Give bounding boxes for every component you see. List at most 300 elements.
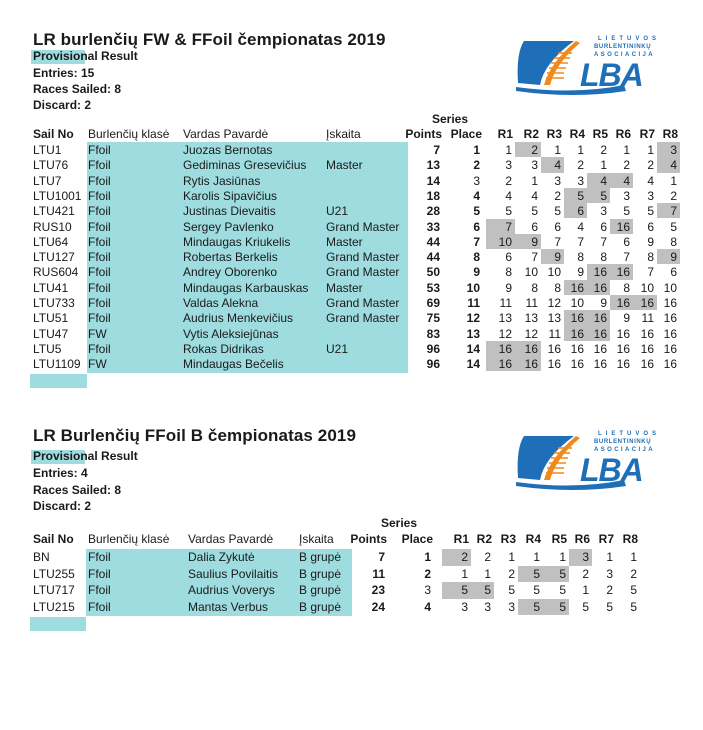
race-result: 5 [533, 566, 540, 581]
header-r5: R5 [551, 532, 567, 546]
race-result: 2 [582, 566, 589, 581]
race-result: 8 [647, 250, 654, 265]
sail-number: LTU215 [33, 599, 75, 614]
total-points: 13 [426, 158, 440, 173]
category: U21 [326, 204, 349, 219]
header-points: Points [350, 532, 387, 546]
header-r7: R7 [598, 532, 614, 546]
competitor-name: Gediminas Gresevičius [183, 158, 307, 173]
category: B grupė [299, 583, 342, 597]
race-result: 5 [630, 599, 637, 614]
empty-cell-highlight [30, 374, 87, 388]
race-result: 8 [505, 265, 512, 280]
race-result: 7 [600, 234, 607, 249]
race-result: 5 [559, 599, 566, 614]
race-result: 5 [508, 583, 515, 597]
sail-number: LTU733 [33, 296, 75, 310]
category: B grupė [299, 599, 342, 614]
sail-number: LTU51 [33, 311, 69, 326]
race-result: 16 [616, 341, 630, 356]
race-result: 3 [647, 188, 654, 203]
race-result: 1 [533, 550, 540, 564]
logo-wordmark: LBA [580, 57, 643, 93]
total-points: 96 [426, 341, 440, 356]
race-result: 2 [554, 188, 561, 203]
header-place: Place [401, 532, 433, 546]
competitor-name: Mindaugas Bečelis [183, 357, 284, 372]
race-result: 16 [547, 357, 561, 372]
race-result: 3 [461, 599, 468, 614]
race-result: 9 [577, 265, 584, 280]
race-result: 4 [531, 188, 538, 203]
race-result: 1 [484, 566, 491, 581]
race-result: 1 [531, 173, 538, 188]
logo-line-1: LIETUVOS [598, 431, 661, 437]
race-result: 16 [640, 326, 654, 341]
competitor-name: Mindaugas Karbauskas [183, 280, 309, 295]
race-result: 6 [647, 219, 654, 234]
race-result: 16 [640, 341, 654, 356]
final-place: 5 [473, 204, 480, 219]
race-result: 2 [670, 188, 677, 203]
race-result: 5 [647, 204, 654, 219]
race-result: 16 [663, 296, 677, 310]
race-result: 1 [554, 143, 561, 157]
race-result: 1 [577, 143, 584, 157]
race-result: 7 [531, 250, 538, 265]
race-result: 2 [461, 550, 468, 564]
race-result: 6 [670, 265, 677, 280]
competitor-name: Saulius Povilaitis [188, 566, 279, 581]
race-result: 4 [670, 158, 677, 173]
board-class: Ffoil [88, 188, 111, 203]
race-result: 1 [505, 143, 512, 157]
final-place: 3 [424, 583, 431, 597]
race-result: 16 [663, 357, 677, 372]
header-r4: R4 [569, 127, 585, 141]
race-result: 13 [547, 311, 561, 326]
board-class: Ffoil [88, 280, 111, 295]
board-class: Ffoil [88, 341, 111, 356]
header-r3: R3 [500, 532, 516, 546]
board-class: Ffoil [88, 234, 111, 249]
sail-number: BN [33, 550, 50, 564]
race-result: 11 [525, 296, 538, 310]
final-place: 9 [473, 265, 480, 280]
race-result: 5 [577, 188, 584, 203]
race-result: 2 [647, 158, 654, 173]
sail-number: LTU421 [33, 204, 75, 219]
race-result: 8 [577, 250, 584, 265]
race-result: 1 [670, 173, 677, 188]
header-series: Series [432, 112, 469, 126]
discard-count: Discard: 2 [33, 499, 92, 513]
race-result: 7 [670, 204, 677, 219]
header-class: Burlenčių klasė [88, 127, 170, 141]
final-place: 14 [466, 357, 480, 372]
race-result: 5 [630, 583, 637, 597]
race-result: 10 [547, 265, 561, 280]
race-result: 8 [531, 280, 538, 295]
total-points: 11 [372, 566, 385, 581]
race-result: 16 [570, 357, 584, 372]
final-place: 13 [466, 326, 480, 341]
race-result: 2 [508, 566, 515, 581]
race-result: 5 [559, 583, 566, 597]
race-result: 3 [577, 173, 584, 188]
race-result: 16 [593, 357, 607, 372]
race-result: 16 [570, 311, 584, 326]
race-result: 12 [547, 296, 561, 310]
race-result: 5 [533, 599, 540, 614]
race-result: 3 [554, 173, 561, 188]
total-points: 44 [426, 250, 440, 265]
race-result: 3 [484, 599, 491, 614]
total-points: 44 [426, 234, 440, 249]
sail-number: LTU5 [33, 341, 62, 356]
races-sailed: Races Sailed: 8 [33, 82, 122, 96]
race-result: 9 [623, 311, 630, 326]
final-place: 4 [424, 599, 431, 614]
race-result: 6 [554, 219, 561, 234]
board-class: Ffoil [88, 566, 111, 581]
board-class: Ffoil [88, 550, 111, 564]
race-result: 5 [461, 583, 468, 597]
total-points: 83 [426, 326, 440, 341]
board-class: FW [88, 326, 107, 341]
total-points: 33 [426, 219, 440, 234]
race-result: 16 [570, 280, 584, 295]
sail-number: LTU127 [33, 250, 75, 265]
race-result: 3 [623, 188, 630, 203]
header-class: Burlenčių klasė [88, 532, 170, 546]
page-title: LR Burlenčių FFoil B čempionatas 2019 [33, 426, 356, 445]
header-iskaita: Įskaita [299, 532, 334, 546]
race-result: 3 [600, 204, 607, 219]
header-place: Place [450, 127, 482, 141]
category: B grupė [299, 566, 342, 581]
board-class: Ffoil [88, 265, 111, 280]
board-class: Ffoil [88, 173, 111, 188]
category: U21 [326, 341, 349, 356]
competitor-name: Justinas Dievaitis [183, 204, 276, 219]
final-place: 1 [424, 550, 431, 564]
race-result: 16 [570, 326, 584, 341]
header-r2: R2 [476, 532, 492, 546]
header-r2: R2 [523, 127, 539, 141]
race-result: 1 [582, 583, 589, 597]
final-place: 7 [473, 234, 480, 249]
races-sailed: Races Sailed: 8 [33, 483, 122, 497]
race-result: 11 [641, 311, 654, 326]
final-place: 4 [473, 188, 480, 203]
race-result: 16 [616, 357, 630, 372]
competitor-name: Mantas Verbus [188, 599, 269, 614]
board-class: Ffoil [88, 158, 111, 173]
race-result: 9 [600, 296, 607, 310]
sail-number: LTU1 [33, 143, 62, 157]
sail-number: RUS10 [33, 219, 72, 234]
competitor-name: Mindaugas Kriukelis [183, 234, 291, 249]
race-result: 4 [600, 173, 607, 188]
race-result: 5 [623, 204, 630, 219]
total-points: 69 [426, 296, 440, 310]
race-result: 6 [531, 219, 538, 234]
race-result: 16 [640, 296, 654, 310]
category: B grupė [299, 550, 342, 564]
race-result: 2 [531, 143, 538, 157]
race-result: 3 [508, 599, 515, 614]
competitor-name: Karolis Sipavičius [183, 188, 278, 203]
race-result: 16 [616, 326, 630, 341]
race-result: 1 [623, 143, 630, 157]
total-points: 14 [426, 173, 440, 188]
final-place: 2 [424, 566, 431, 581]
competitor-name: Juozas Bernotas [183, 143, 273, 157]
final-place: 8 [473, 250, 480, 265]
race-result: 1 [508, 550, 515, 564]
total-points: 75 [426, 311, 440, 326]
race-result: 5 [554, 204, 561, 219]
discard-count: Discard: 2 [33, 98, 92, 112]
sail-number: LTU64 [33, 234, 69, 249]
race-result: 7 [577, 234, 584, 249]
race-result: 16 [593, 265, 607, 280]
final-place: 14 [466, 341, 480, 356]
header-series: Series [381, 516, 418, 530]
status-label: Provisional Result [33, 49, 138, 63]
category: Grand Master [326, 250, 400, 265]
category: Grand Master [326, 219, 400, 234]
race-result: 16 [616, 296, 630, 310]
final-place: 1 [473, 143, 480, 157]
header-sail-no: Sail No [33, 532, 74, 546]
race-result: 1 [600, 158, 607, 173]
race-result: 16 [570, 341, 584, 356]
logo-wordmark: LBA [580, 452, 643, 488]
sail-number: LTU1109 [33, 357, 81, 372]
race-result: 7 [647, 265, 654, 280]
race-result: 3 [582, 550, 589, 564]
category: Grand Master [326, 311, 400, 326]
entries-count: Entries: 4 [33, 466, 88, 480]
race-result: 5 [559, 566, 566, 581]
race-result: 11 [499, 296, 512, 310]
header-r3: R3 [546, 127, 562, 141]
race-result: 2 [577, 158, 584, 173]
race-result: 9 [647, 234, 654, 249]
race-result: 3 [531, 158, 538, 173]
race-result: 9 [531, 234, 538, 249]
sail-number: LTU41 [33, 280, 69, 295]
total-points: 28 [426, 204, 440, 219]
logo-line-1: LIETUVOS [598, 36, 661, 42]
race-result: 10 [498, 234, 512, 249]
race-result: 1 [559, 550, 566, 564]
board-class: Ffoil [88, 583, 111, 597]
sail-number: LTU1001 [33, 188, 82, 203]
race-result: 2 [623, 158, 630, 173]
race-result: 6 [623, 234, 630, 249]
race-result: 1 [630, 550, 637, 564]
race-result: 2 [505, 173, 512, 188]
race-result: 10 [640, 280, 654, 295]
race-result: 8 [600, 250, 607, 265]
status-label: Provisional Result [33, 449, 138, 463]
race-result: 5 [533, 583, 540, 597]
race-result: 2 [600, 143, 607, 157]
race-result: 12 [498, 326, 512, 341]
race-result: 12 [524, 326, 538, 341]
race-result: 16 [663, 326, 677, 341]
race-result: 16 [547, 341, 561, 356]
race-result: 9 [670, 250, 677, 265]
race-result: 16 [593, 311, 607, 326]
race-result: 16 [616, 265, 630, 280]
race-result: 16 [524, 341, 538, 356]
board-class: Ffoil [88, 204, 111, 219]
race-result: 10 [524, 265, 538, 280]
competitor-name: Rytis Jasiūnas [183, 173, 261, 188]
race-result: 4 [505, 188, 512, 203]
race-result: 6 [505, 250, 512, 265]
race-result: 7 [505, 219, 512, 234]
total-points: 50 [426, 265, 440, 280]
race-result: 4 [577, 219, 584, 234]
logo-line-3: ASOCIACIJA [594, 52, 656, 58]
category: Master [326, 280, 363, 295]
race-result: 5 [670, 219, 677, 234]
header-r5: R5 [592, 127, 608, 141]
race-result: 16 [524, 357, 538, 372]
race-result: 3 [606, 566, 613, 581]
competitor-name: Robertas Berkelis [183, 250, 278, 265]
sail-number: RUS604 [33, 265, 79, 280]
final-place: 6 [473, 219, 480, 234]
race-result: 16 [593, 326, 607, 341]
race-result: 5 [531, 204, 538, 219]
sail-number: LTU255 [33, 566, 75, 581]
competitor-name: Andrey Oborenko [183, 265, 278, 280]
race-result: 16 [498, 357, 512, 372]
race-result: 13 [498, 311, 512, 326]
race-result: 10 [663, 280, 677, 295]
final-place: 2 [473, 158, 480, 173]
category: Grand Master [326, 265, 400, 280]
header-r8: R8 [662, 127, 678, 141]
total-points: 18 [426, 188, 440, 203]
race-result: 1 [647, 143, 654, 157]
race-result: 7 [554, 234, 561, 249]
header-iskaita: Įskaita [326, 127, 361, 141]
entries-count: Entries: 15 [33, 66, 95, 80]
header-r1: R1 [497, 127, 513, 141]
logo-line-2: BURLENTININKŲ [594, 439, 652, 445]
race-result: 13 [524, 311, 538, 326]
race-result: 1 [461, 566, 468, 581]
header-name: Vardas Pavardė [188, 532, 274, 546]
final-place: 11 [467, 296, 480, 310]
final-place: 3 [473, 173, 480, 188]
final-place: 12 [466, 311, 480, 326]
race-result: 6 [577, 204, 584, 219]
sail-number: LTU7 [33, 173, 62, 188]
race-result: 4 [623, 173, 630, 188]
race-result: 6 [600, 219, 607, 234]
race-result: 5 [606, 599, 613, 614]
competitor-name: Rokas Didrikas [183, 341, 264, 356]
empty-cell-highlight [30, 617, 86, 631]
race-result: 8 [554, 280, 561, 295]
race-result: 5 [484, 583, 491, 597]
competitor-name: Audrius Menkevičius [183, 311, 294, 326]
board-class: Ffoil [88, 599, 111, 614]
race-result: 7 [623, 250, 630, 265]
competitor-name: Audrius Voverys [188, 583, 275, 597]
competitor-name: Dalia Zykutė [188, 550, 255, 564]
race-result: 9 [505, 280, 512, 295]
total-points: 7 [433, 143, 440, 157]
race-result: 5 [505, 204, 512, 219]
logo-line-3: ASOCIACIJA [594, 447, 656, 453]
page-title: LR burlenčių FW & FFoil čempionatas 2019 [33, 30, 386, 49]
race-result: 2 [630, 566, 637, 581]
sail-number: LTU76 [33, 158, 69, 173]
board-class: FW [88, 357, 107, 372]
sail-number: LTU717 [33, 583, 75, 597]
final-place: 10 [466, 280, 480, 295]
competitor-name: Vytis Aleksiejūnas [183, 326, 279, 341]
competitor-name: Valdas Alekna [183, 296, 259, 310]
header-r8: R8 [622, 532, 638, 546]
header-name: Vardas Pavardė [183, 127, 269, 141]
race-result: 4 [647, 173, 654, 188]
race-result: 2 [484, 550, 491, 564]
sail-number: LTU47 [33, 326, 69, 341]
header-points: Points [405, 127, 442, 141]
header-r6: R6 [574, 532, 590, 546]
race-result: 16 [593, 280, 607, 295]
header-r7: R7 [639, 127, 655, 141]
race-result: 5 [582, 599, 589, 614]
board-class: Ffoil [88, 143, 111, 157]
header-sail-no: Sail No [33, 127, 74, 141]
category: Grand Master [326, 296, 400, 310]
board-class: Ffoil [88, 311, 111, 326]
total-points: 53 [426, 280, 440, 295]
race-result: 16 [663, 341, 677, 356]
race-result: 16 [616, 219, 630, 234]
race-result: 8 [670, 234, 677, 249]
race-result: 16 [640, 357, 654, 372]
header-r1: R1 [453, 532, 469, 546]
header-r4: R4 [525, 532, 541, 546]
race-result: 16 [663, 311, 677, 326]
board-class: Ffoil [88, 219, 111, 234]
board-class: Ffoil [88, 296, 111, 310]
board-class: Ffoil [88, 250, 111, 265]
race-result: 5 [600, 188, 607, 203]
category: Master [326, 234, 363, 249]
race-result: 1 [606, 550, 613, 564]
total-points: 96 [426, 357, 440, 372]
race-result: 10 [570, 296, 584, 310]
total-points: 7 [378, 550, 385, 564]
category: Master [326, 158, 363, 173]
race-result: 9 [554, 250, 561, 265]
race-result: 8 [623, 280, 630, 295]
race-result: 2 [606, 583, 613, 597]
